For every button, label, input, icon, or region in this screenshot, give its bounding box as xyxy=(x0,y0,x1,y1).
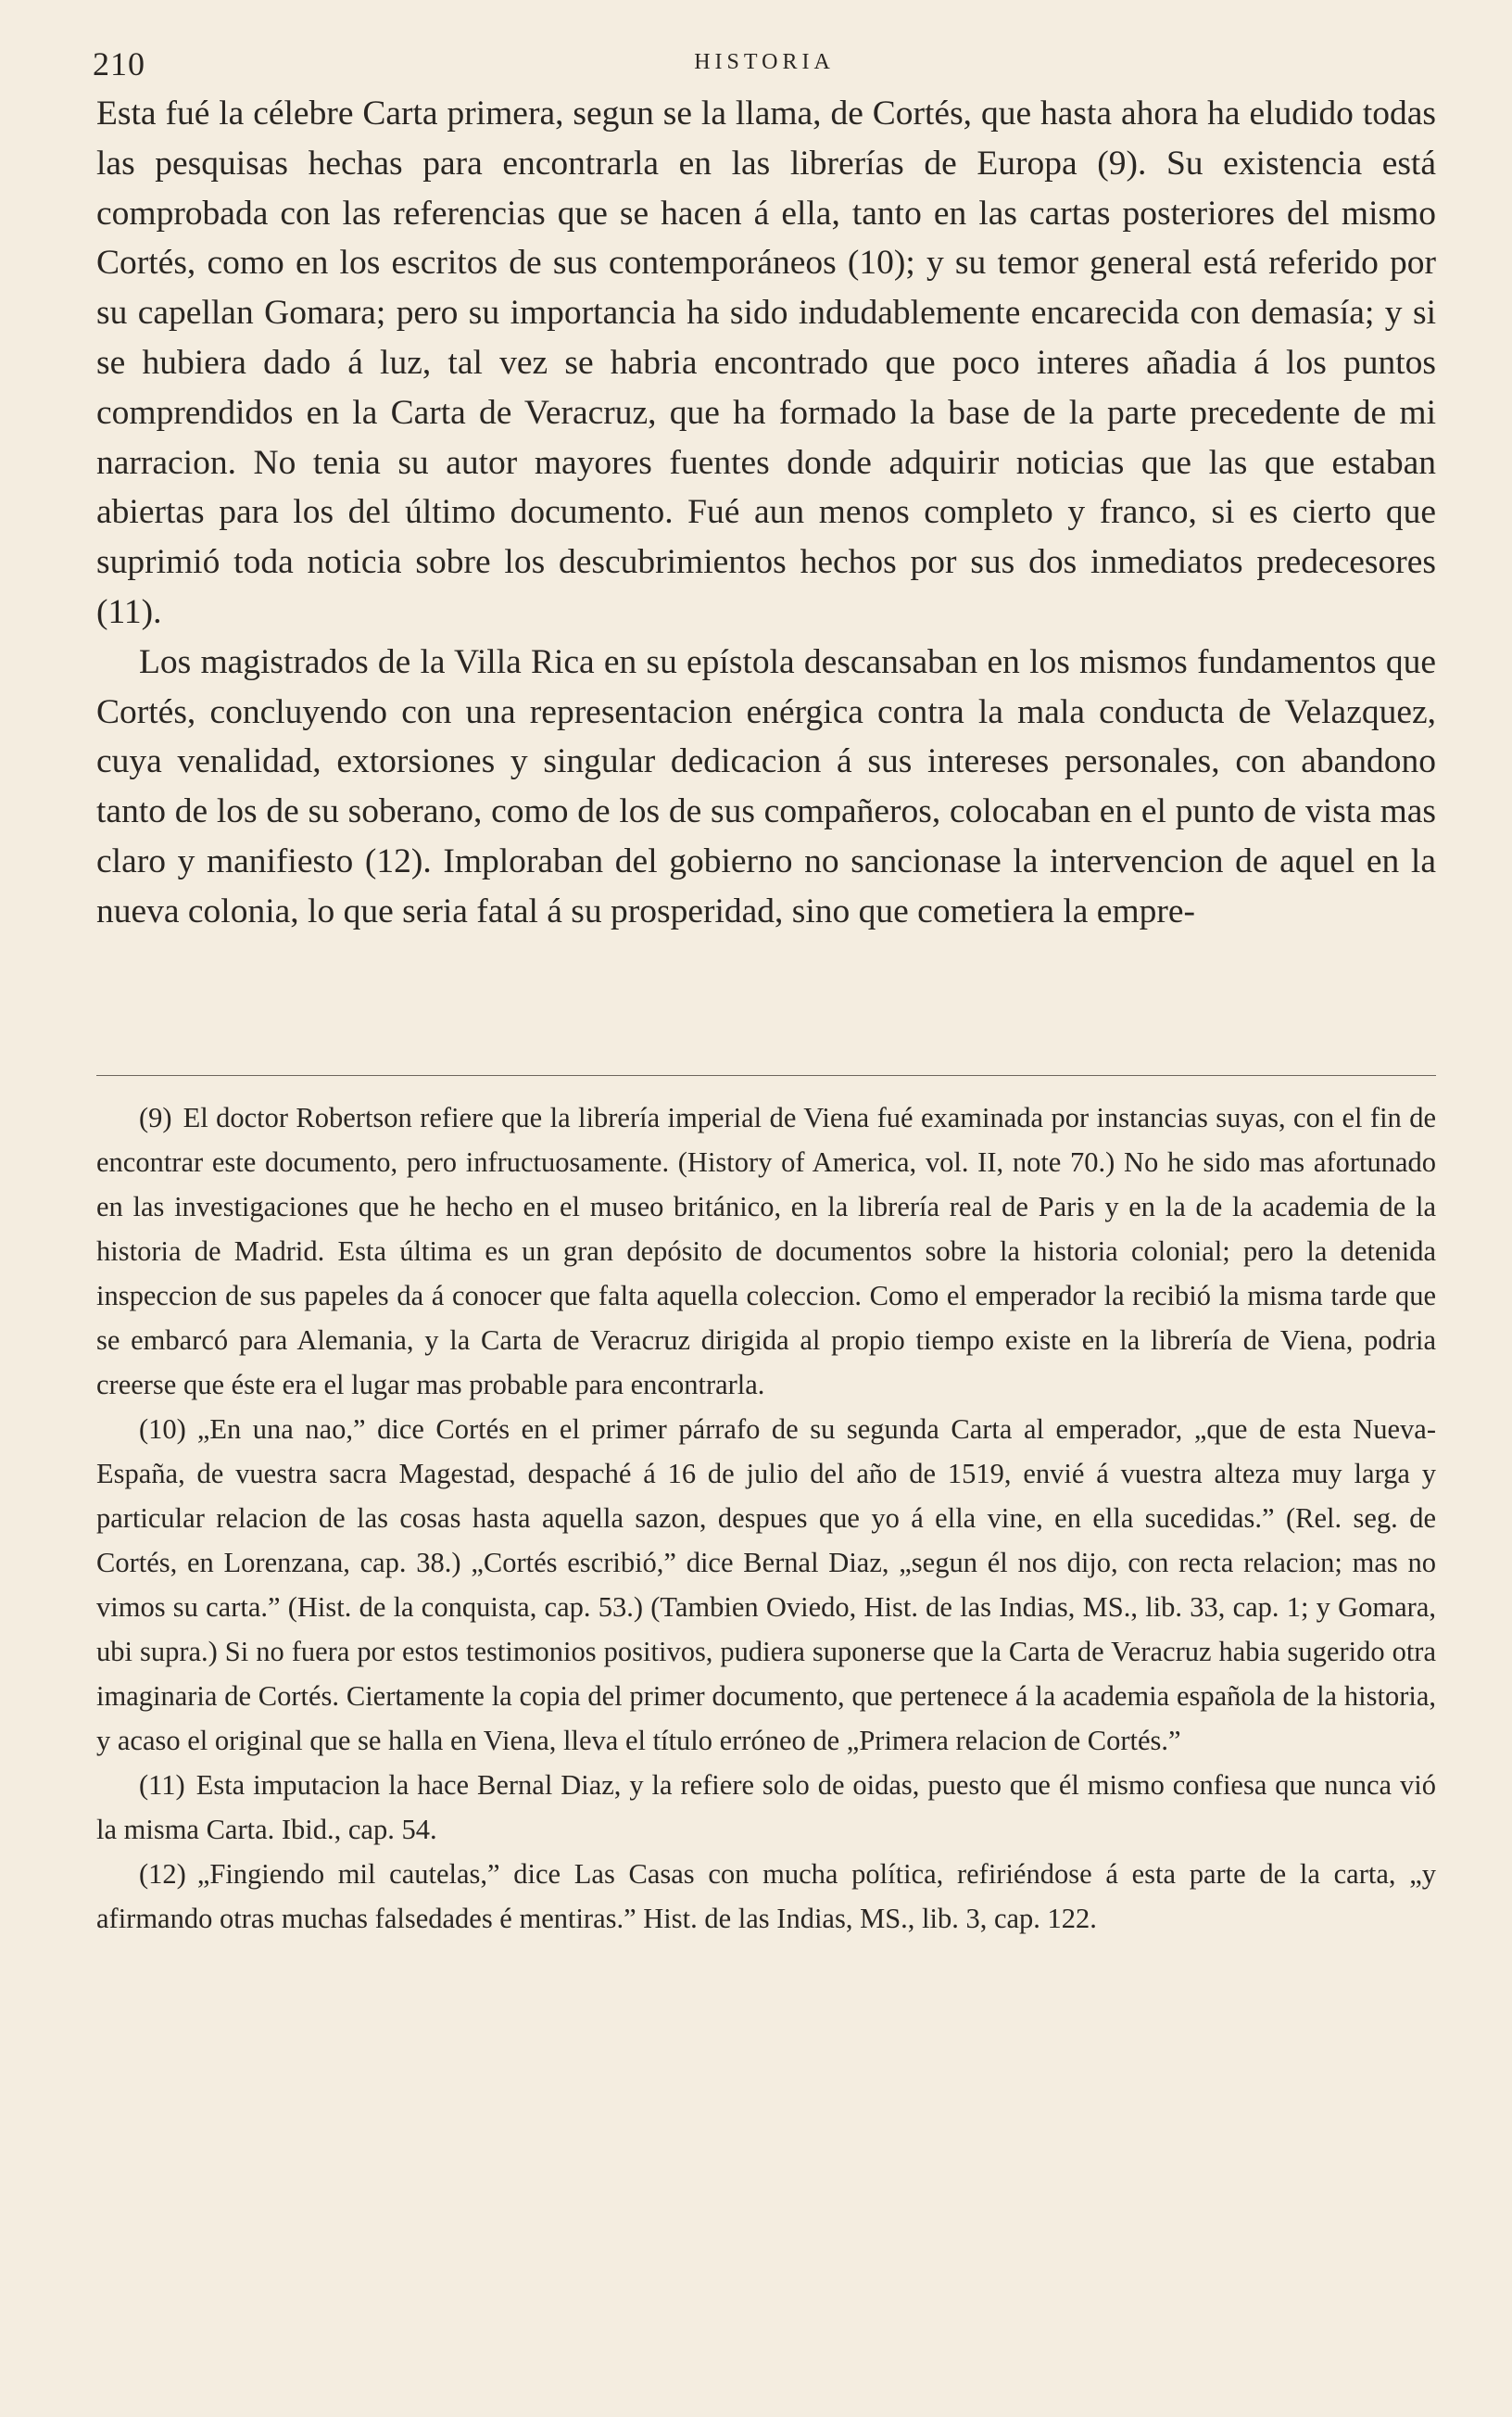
footnote-divider xyxy=(96,1075,1436,1076)
footnote xyxy=(96,1852,1436,1941)
footnote xyxy=(96,1407,1436,1763)
body-paragraph: Los magistrados de la Villa Rica en su epístola descansaban en los mismos fundamentos que Cortés, concluyendo con una representacion enérgica contra la mala conducta de Velazquez, cuya venalidad, extorsiones y singular dedicacion á sus intereses personales, con abandono tanto de los de su soberano, como de los de sus compañeros, colocaban en el punto de vista mas claro y manifiesto (12). Imploraban del gobierno no sancionase la intervencion de aquel en la nueva colonia, lo que seria fatal á su prosperidad, sino que cometiera la empre- xyxy=(96,642,1436,930)
footnote-text: „En una nao,” dice Cortés en el primer párrafo de su segunda Carta al emperador, „que de esta Nueva-España, de vuestra sacra Magestad, despaché á 16 de julio del año de 1519, envié á vuestra alteza muy larga y particular relacion de las cosas hasta aquella sazon, despues que yo á ella vine, en ella sucedidas.” (Rel. seg. de Cortés, en Lorenzana, cap. 38.) „Cortés escribió,” dice Bernal Diaz, „segun él nos dijo, con recta relacion; mas no vimos su carta.” (Hist. de la conquista, cap. 53.) (Tambien Oviedo, Hist. de las Indias, MS., lib. 33, cap. 1; y Gomara, ubi supra.) Si no fuera por estos testimonios positivos, pudiera suponerse que la Carta de Veracruz habia sugerido otra imaginaria de Cortés. Ciertamente la copia del primer documento, que pertenece á la academia española de la historia, y acaso el original que se halla en Viena, lleva el título erróneo de „Primera relacion de Cortés.” xyxy=(96,1413,1436,1756)
main-text xyxy=(96,89,1436,937)
footnote-text: El doctor Robertson refiere que la librería imperial de Viena fué examinada por instancias suyas, con el fin de encontrar este documento, pero infructuosamente. (History of America, vol. II, note 70.) No he sido mas afortunado en las investigaciones que he hecho en el museo británico, en la librería real de Paris y en la de la academia de la historia de Madrid. Esta última es un gran depósito de documentos sobre la historia colonial; pero la detenida inspeccion de sus papeles da á conocer que falta aquella coleccion. Como el emperador la recibió la misma tarde que se embarcó para Alemania, y la Carta de Veracruz dirigida al propio tiempo existe en la librería de Viena, podria creerse que éste era el lugar mas probable para encontrarla. xyxy=(96,1102,1436,1400)
footnotes xyxy=(96,1095,1436,1941)
page-number: 210 xyxy=(93,45,145,82)
footnote-number: (10) xyxy=(139,1413,186,1445)
footnote xyxy=(96,1763,1436,1852)
footnote-number: (11) xyxy=(139,1769,185,1801)
running-title: HISTORIA xyxy=(694,50,835,74)
footnote-number: (9) xyxy=(139,1102,172,1133)
footnote-text: Esta imputacion la hace Bernal Diaz, y la refiere solo de oidas, puesto que él mismo confiesa que nunca vió la misma Carta. Ibid., cap. 54. xyxy=(96,1769,1436,1845)
footnote xyxy=(96,1095,1436,1407)
body-paragraph: Esta fué la célebre Carta primera, segun se la llama, de Cortés, que hasta ahora ha eludido todas las pesquisas hechas para encontrarla en las librerías de Europa (9). Su existencia está comprobada con las referencias que se hacen á ella, tanto en las cartas posteriores del mismo Cortés, como en los escritos de sus contemporáneos (10); y su temor general está referido por su capellan Gomara; pero su importancia ha sido indudablemente encarecida con demasía; y si se hubiera dado á luz, tal vez se habria encontrado que poco interes añadia á los puntos comprendidos en la Carta de Veracruz, que ha formado la base de la parte precedente de mi narracion. No tenia su autor mayores fuentes donde adquirir noticias que las que estaban abiertas para los del último documento. Fué aun menos completo y franco, si es cierto que suprimió toda noticia sobre los descubrimientos hechos por sus dos inmediatos predecesores (11). xyxy=(96,95,1436,631)
footnote-number: (12) xyxy=(139,1858,186,1890)
footnote-text: „Fingiendo mil cautelas,” dice Las Casas con mucha política, refiriéndose á esta parte de la carta, „y afirmando otras muchas falsedades é mentiras.” Hist. de las Indias, MS., lib. 3, cap. 122. xyxy=(96,1858,1436,1934)
page-header xyxy=(93,44,1436,91)
